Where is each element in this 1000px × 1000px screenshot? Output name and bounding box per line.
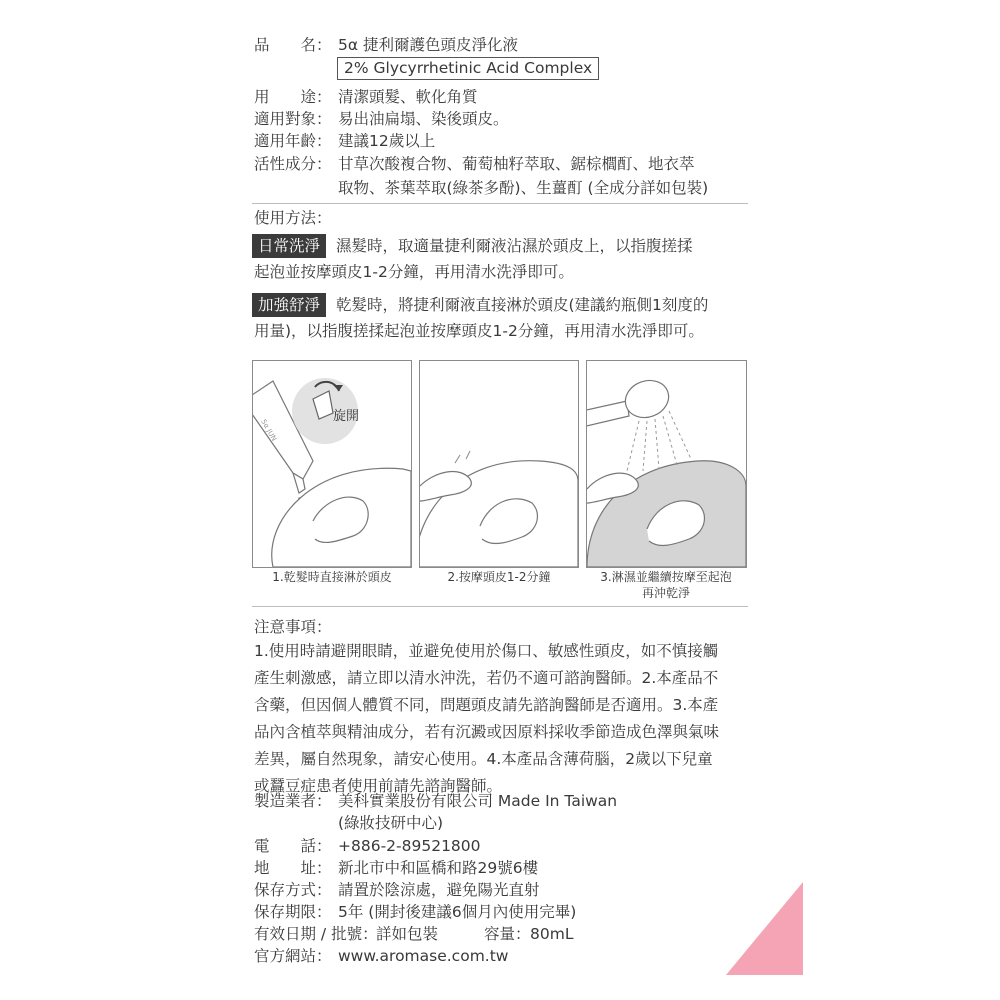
phone-value: +886-2-89521800 (338, 837, 481, 855)
step-3-caption-line-1: 3.淋濕並繼續按摩至起泡 (600, 570, 732, 584)
notes-line: 產生刺激感，請立即以清水沖洗，若仍不適可諮詢醫師。2.本產品不 (254, 669, 719, 687)
shelf-value: 5年 (開封後建議6個月內使用完畢) (338, 903, 577, 921)
maker-value: 美科實業股份有限公司 Made In Taiwan (338, 792, 618, 810)
ingredients-line-1: 甘草次酸複合物、葡萄柚籽萃取、鋸棕櫚酊、地衣萃 (338, 155, 695, 173)
ingredients-line-2: 取物、茶葉萃取(綠茶多酚)、生薑酊 (全成分詳如包裝) (338, 179, 709, 197)
divider-2 (252, 606, 748, 607)
notes-line: 或蠶豆症患者使用前請先諮詢醫師。 (254, 777, 503, 795)
storage-label: 保存方式： (254, 881, 332, 899)
step-1-panel (252, 360, 412, 568)
notes-line: 品內含植萃與精油成分，若有沉澱或因原料採收季節造成色澤與氣味 (254, 723, 720, 741)
product-name-label: 品 名： (254, 36, 332, 54)
notes-line: 1.使用時請避開眼睛，並避免使用於傷口、敏感性頭皮，如不慎接觸 (254, 642, 719, 660)
divider-1 (252, 203, 748, 204)
daily-tag: 日常洗淨 (252, 234, 326, 258)
shower-head-icon (587, 375, 674, 427)
expiry-label: 有效日期 / 批號： (254, 925, 378, 943)
use-value: 清潔頭髮、軟化角質 (338, 88, 478, 106)
boost-tag: 加強舒淨 (252, 293, 326, 317)
step-1-caption: 1.乾髮時直接淋於頭皮 (272, 570, 392, 584)
step-2-illustration (420, 361, 578, 567)
address-label: 地 址： (254, 859, 332, 877)
target-label: 適用對象： (254, 110, 332, 128)
notes-heading: 注意事項： (254, 618, 332, 636)
age-value: 建議12歲以上 (338, 132, 436, 150)
daily-line-1: 濕髮時，取適量捷利爾液沾濕於頭皮上，以指腹搓揉 (336, 237, 693, 255)
boost-line-1: 乾髮時，將捷利爾液直接淋於頭皮(建議約瓶側1刻度的 (336, 296, 709, 314)
expiry-value: 詳如包裝 (376, 925, 439, 943)
phone-label: 電 話： (254, 837, 332, 855)
rotate-label: 旋開 (333, 409, 360, 424)
notes-line: 含藥，但因個人體質不同，問題頭皮請先諮詢醫師是否適用。3.本產 (254, 696, 719, 714)
storage-value: 請置於陰涼處，避免陽光直射 (338, 881, 540, 899)
step-3-panel (586, 360, 747, 568)
bottle-label-icon: 5α JUN (259, 418, 279, 443)
website-value: www.aromase.com.tw (338, 947, 509, 965)
step-3-illustration (587, 361, 746, 567)
daily-line-2: 起泡並按摩頭皮1-2分鐘，再用清水洗淨即可。 (254, 263, 574, 281)
age-label: 適用年齡： (254, 132, 332, 150)
target-value: 易出油扁塌、染後頭皮。 (338, 110, 509, 128)
pink-corner-decoration (726, 882, 803, 975)
boost-line-2: 用量)，以指腹搓揉起泡並按摩頭皮1-2分鐘，再用清水洗淨即可。 (254, 322, 704, 340)
use-label: 用 途： (254, 88, 332, 106)
notes-line: 差異，屬自然現象，請安心使用。4.本產品含薄荷腦，2歲以下兒童 (254, 750, 713, 768)
shelf-label: 保存期限： (254, 903, 332, 921)
product-name: 5α 捷利爾護色頭皮淨化液 (338, 36, 519, 54)
ingredients-label: 活性成分： (254, 155, 332, 173)
usage-heading: 使用方法： (254, 209, 332, 227)
step-1-illustration (253, 361, 411, 567)
step-2-caption: 2.按摩頭皮1-2分鐘 (447, 570, 551, 584)
volume-value: 80mL (530, 925, 574, 943)
maker-label: 製造業者： (254, 792, 332, 810)
motion-lines-icon (455, 451, 470, 463)
maker-sub: (綠妝技研中心) (338, 814, 444, 832)
volume-label: 容量： (484, 925, 531, 943)
website-label: 官方網站： (254, 947, 332, 965)
step-2-panel (419, 360, 579, 568)
notes-text (254, 638, 748, 800)
water-spray-icon (627, 411, 691, 471)
step-3-caption-line-2: 再沖乾淨 (641, 586, 690, 600)
product-subtitle-box: 2% Glycyrrhetinic Acid Complex (337, 57, 599, 80)
address-value: 新北市中和區橋和路29號6樓 (338, 859, 539, 877)
